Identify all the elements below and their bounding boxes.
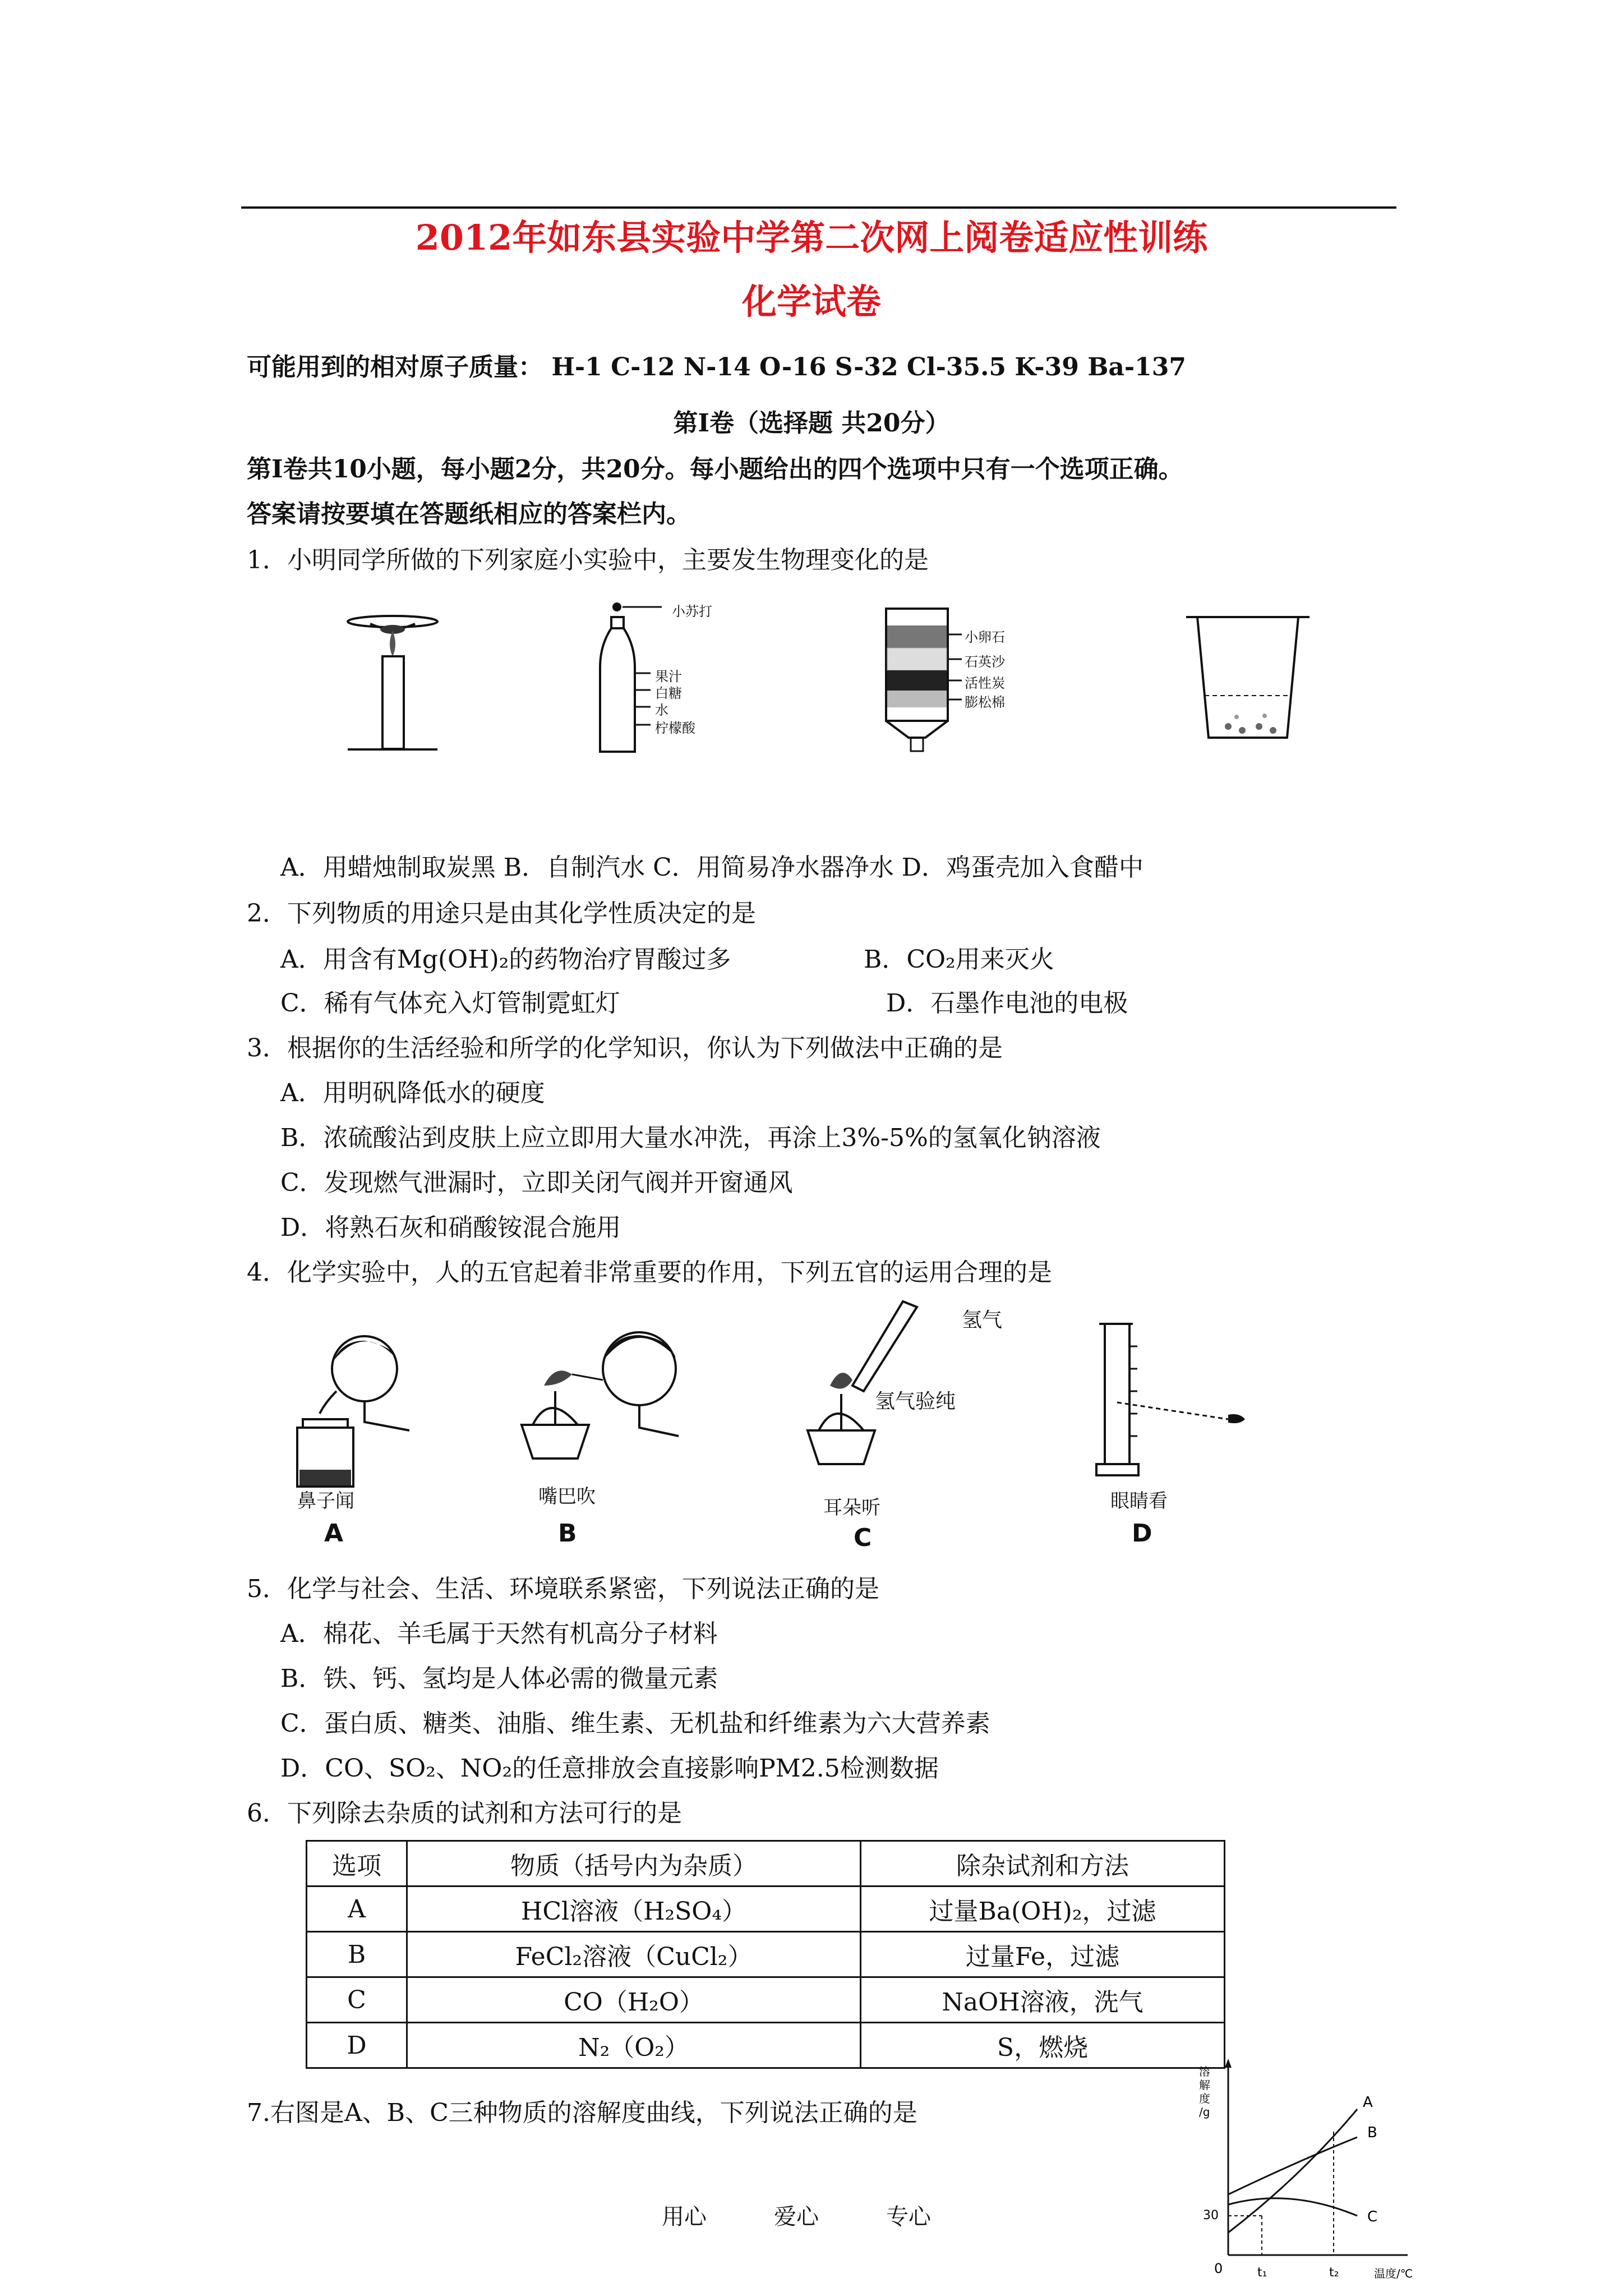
- y-axis-label-4: /g: [1199, 2105, 1210, 2119]
- curve-b: [1228, 2137, 1357, 2194]
- q5-stem: 5．化学与社会、生活、环境联系紧密，下列说法正确的是: [247, 1575, 879, 1603]
- cell-option: C: [307, 1977, 407, 2023]
- y-axis-label-2: 解: [1199, 2078, 1210, 2092]
- header-substance: 物质（括号内为杂质）: [407, 1841, 861, 1887]
- origin-label: 0: [1214, 2261, 1223, 2276]
- exam-subtitle: 化学试卷: [741, 281, 881, 322]
- section-instructions-2: 答案请按要填在答题纸相应的答案栏内。: [247, 500, 691, 528]
- caption-blow: 嘴巴吹: [538, 1485, 596, 1508]
- figure-letter-b: B: [558, 1519, 577, 1548]
- smell-figure: [280, 1329, 426, 1498]
- caption-smell: 鼻子闻: [297, 1490, 354, 1512]
- table-row: [307, 1977, 1225, 2023]
- cell-substance: N₂（O₂）: [407, 2023, 861, 2068]
- x-axis-label: 温度/℃: [1374, 2267, 1413, 2280]
- q5-option-a: A．棉花、羊毛属于天然有机高分子材料: [280, 1619, 718, 1648]
- q3-option-a: A．用明矾降低水的硬度: [280, 1079, 545, 1107]
- q3-stem: 3．根据你的生活经验和所学的化学知识，你认为下列做法中正确的是: [247, 1034, 1003, 1062]
- y-axis-arrow: [1225, 2059, 1232, 2068]
- label-water: 水: [655, 702, 668, 718]
- cell-option: A: [307, 1887, 407, 1932]
- header-rule: [241, 206, 1396, 209]
- caption-listen: 耳朵听: [823, 1497, 880, 1519]
- curve-a: [1228, 2109, 1357, 2233]
- impurity-table: [306, 1840, 1225, 2069]
- q2-option-a: A．用含有Mg(OH)₂的药物治疗胃酸过多: [280, 945, 731, 974]
- y-tick-label: 30: [1203, 2208, 1219, 2223]
- curve-c: [1228, 2198, 1357, 2216]
- q3-option-b: B．浓硫酸沾到皮肤上应立即用大量水冲洗，再涂上3%-5%的氢氧化钠溶液: [280, 1124, 1101, 1152]
- label-soda: 小苏打: [672, 604, 712, 619]
- footer-left: 用心: [662, 2204, 707, 2230]
- cell-substance: CO（H₂O）: [407, 1977, 861, 2023]
- q1-stem: 1．小明同学所做的下列家庭小实验中，主要发生物理变化的是: [247, 546, 929, 574]
- q4-stem: 4．化学实验中，人的五官起着非常重要的作用，下列五官的运用合理的是: [247, 1258, 1052, 1287]
- water-filter-figure: [875, 603, 976, 760]
- header-method: 除杂试剂和方法: [861, 1841, 1225, 1887]
- caption-look: 眼睛看: [1110, 1490, 1168, 1512]
- label-juice: 果汁: [655, 669, 682, 684]
- cell-method: NaOH溶液，洗气: [861, 1977, 1225, 2023]
- figure-letter-c: C: [854, 1524, 872, 1552]
- label-hydrogen: 氢气: [962, 1309, 1003, 1332]
- x-tick-t1: t₁: [1257, 2266, 1267, 2280]
- atomic-masses: 可能用到的相对原子质量： H-1 C-12 N-14 O-16 S-32 Cl-35.5 K-39 Ba-137: [247, 353, 1187, 381]
- cell-option: D: [307, 2023, 407, 2068]
- cell-option: B: [307, 1932, 407, 1977]
- cell-method: 过量Fe，过滤: [861, 1932, 1225, 1977]
- label-cotton: 膨松棉: [965, 694, 1005, 710]
- label-sugar: 白糖: [655, 685, 682, 701]
- q2-option-b: B．CO₂用来灭火: [864, 945, 1054, 974]
- cell-substance: HCl溶液（H₂SO₄）: [407, 1887, 861, 1932]
- label-citric: 柠檬酸: [655, 720, 695, 736]
- q1-options: A．用蜡烛制取炭黑 B．自制汽水 C．用简易净水器净水 D．鸡蛋壳加入食醋中: [280, 853, 1144, 882]
- series-label-a: A: [1363, 2094, 1373, 2111]
- y-axis-label-3: 度: [1199, 2092, 1210, 2105]
- q6-stem: 6．下列除去杂质的试剂和方法可行的是: [247, 1799, 682, 1828]
- section-instructions-1: 第Ⅰ卷共10小题，每小题2分，共20分。每小题给出的四个选项中只有一个选项正确。: [247, 455, 1183, 484]
- table-header-row: [307, 1841, 1225, 1887]
- cell-method: 过量Ba(OH)₂，过滤: [861, 1887, 1225, 1932]
- header-option: 选项: [307, 1841, 407, 1887]
- exam-title: 2012年如东县实验中学第二次网上阅卷适应性训练: [415, 217, 1208, 258]
- cell-substance: FeCl₂溶液（CuCl₂）: [407, 1932, 861, 1977]
- label-hydrogen-purity: 氢气验纯: [875, 1390, 956, 1413]
- q7-stem: 7.右图是A、B、C三种物质的溶解度曲线，下列说法正确的是: [247, 2099, 917, 2127]
- q2-stem: 2．下列物质的用途只是由其化学性质决定的是: [247, 899, 756, 928]
- y-axis-label-1: 溶: [1199, 2065, 1210, 2078]
- q5-option-c: C．蛋白质、糖类、油脂、维生素、无机盐和纤维素为六大营养素: [280, 1709, 990, 1738]
- label-carbon: 活性炭: [965, 675, 1005, 691]
- solubility-chart: [1189, 2053, 1424, 2289]
- q2-option-c: C．稀有气体充入灯管制霓虹灯: [280, 989, 620, 1018]
- q3-option-d: D．将熟石灰和硝酸铵混合施用: [280, 1213, 621, 1242]
- series-label-b: B: [1367, 2124, 1377, 2141]
- table-row: [307, 1932, 1225, 1977]
- q5-option-d: D．CO、SO₂、NO₂的任意排放会直接影响PM2.5检测数据: [280, 1754, 939, 1783]
- eggshell-vinegar-figure: [1183, 611, 1312, 746]
- table-row: [307, 1887, 1225, 1932]
- footer-right: 专心: [886, 2204, 931, 2230]
- series-label-c: C: [1367, 2208, 1378, 2225]
- q5-option-b: B．铁、钙、氢均是人体必需的微量元素: [280, 1664, 718, 1693]
- candle-figure: [342, 595, 443, 752]
- label-quartz: 石英沙: [965, 654, 1005, 670]
- cell-method: S，燃烧: [861, 2023, 1225, 2068]
- look-figure: [1094, 1313, 1262, 1492]
- q3-option-c: C．发现燃气泄漏时，立即关闭气阀并开窗通风: [280, 1168, 793, 1197]
- x-tick-t2: t₂: [1329, 2266, 1339, 2280]
- label-pebble: 小卵石: [965, 629, 1005, 645]
- q2-option-d: D．石墨作电池的电极: [886, 989, 1128, 1018]
- section-title: 第Ⅰ卷（选择题 共20分）: [673, 409, 950, 438]
- blow-figure: [510, 1318, 690, 1487]
- footer-middle: 爱心: [774, 2204, 819, 2230]
- table-row: [307, 2023, 1225, 2068]
- figure-letter-a: A: [324, 1519, 344, 1548]
- figure-letter-d: D: [1132, 1519, 1152, 1548]
